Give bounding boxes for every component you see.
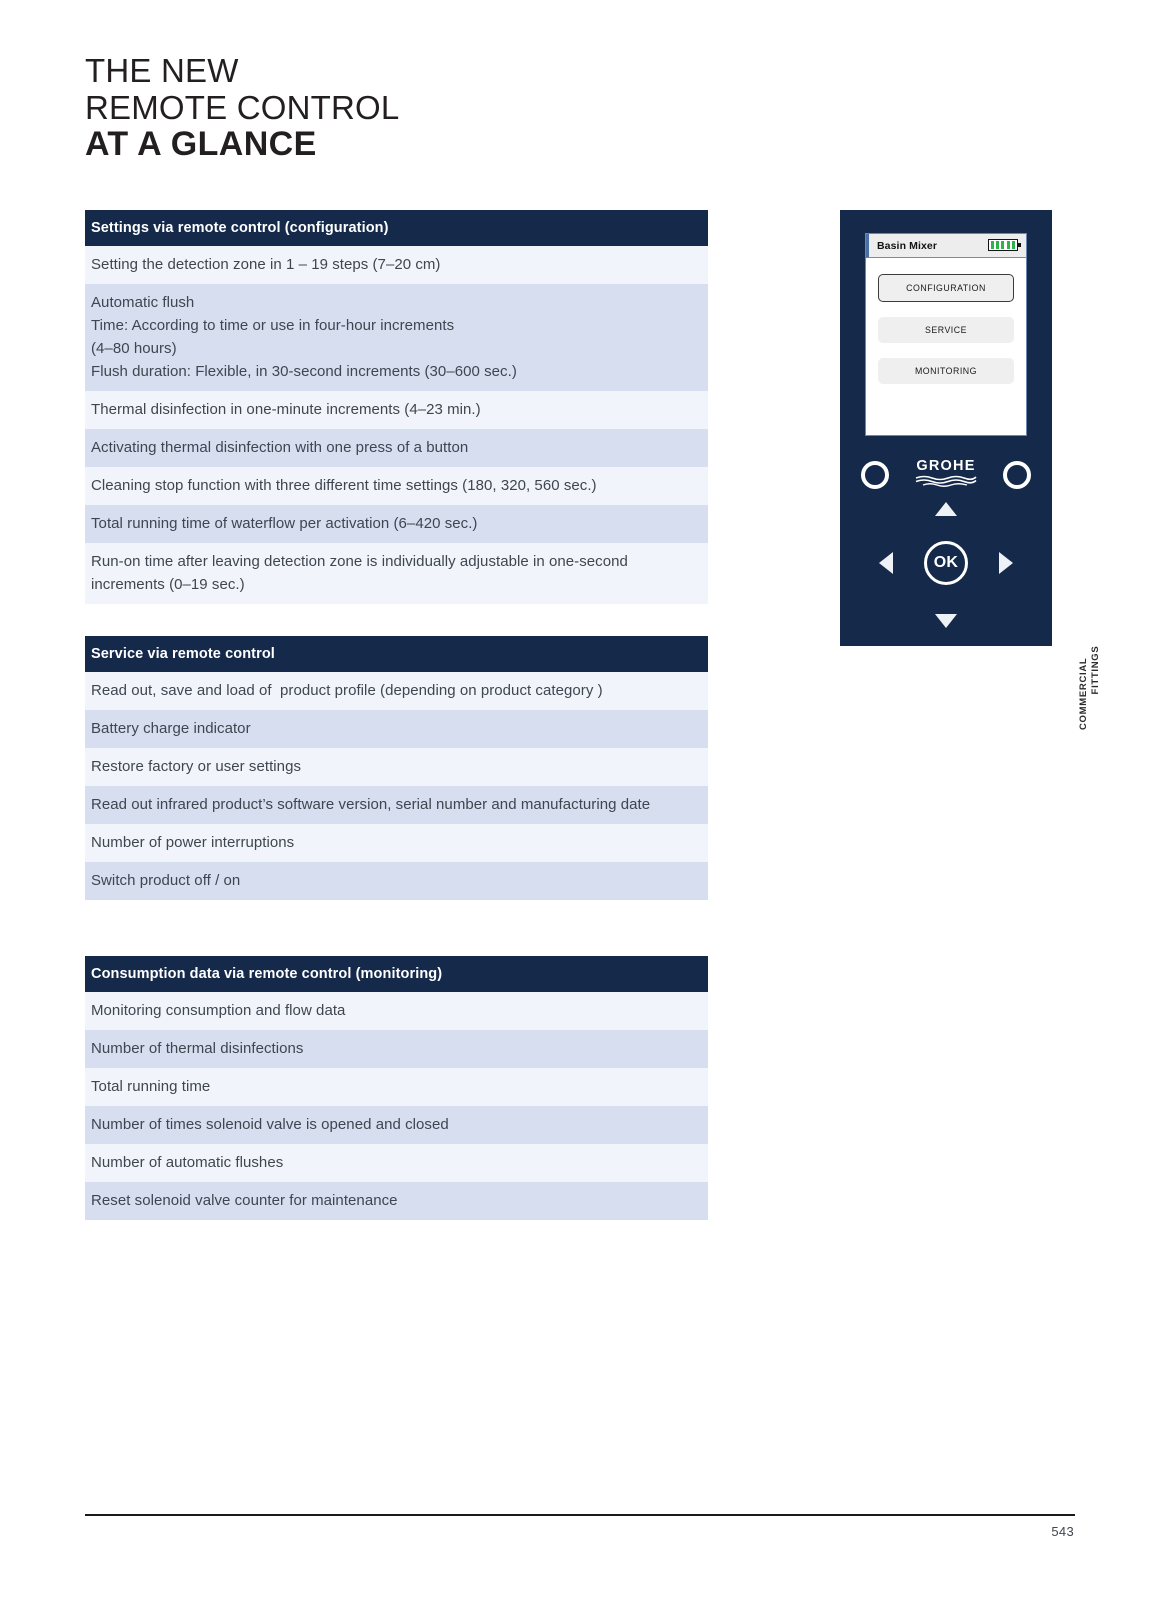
table-cell-text: Thermal disinfection in one-minute increments (4–23 min.) <box>91 401 481 418</box>
table-cell-text: Restore factory or user settings <box>91 758 302 775</box>
table-cell-text: Time: According to time or use in four-hour increments <box>91 317 455 334</box>
device-soft-button-row <box>840 455 1052 495</box>
table-row <box>85 862 708 900</box>
ok-button[interactable]: OK <box>924 541 968 585</box>
battery-bar <box>1012 241 1015 249</box>
table-row <box>85 748 708 786</box>
table-cell-text: Battery charge indicator <box>91 720 251 737</box>
page-number: 543 <box>1051 1524 1074 1539</box>
page-title-line-2: REMOTE CONTROL <box>85 89 400 126</box>
table-cell-text: Read out, save and load of product profile (depending on product category ) <box>91 682 603 699</box>
table-cell-text: Number of times solenoid valve is opened and closed <box>91 1116 449 1133</box>
device-screen <box>865 233 1027 436</box>
battery-full-icon <box>988 239 1018 251</box>
table-cell-text: Read out infrared product’s software version, serial number and manufacturing date <box>91 796 651 813</box>
table-monitoring <box>85 956 708 1220</box>
table-header-service: Service via remote control <box>85 636 708 672</box>
section-side-label-line-1: COMMERCIAL <box>1078 657 1089 730</box>
table-row <box>85 1144 708 1182</box>
table-cell-text: Switch product off / on <box>91 872 241 889</box>
left-soft-button[interactable] <box>861 461 889 489</box>
table-cell-text: Total running time of waterflow per activation (6–420 sec.) <box>91 515 478 532</box>
table-cell-text: Run-on time after leaving detection zone is individually adjustable in one-second increments (0–19 sec.) <box>91 553 633 593</box>
table-row <box>85 1068 708 1106</box>
table-row <box>85 246 708 284</box>
table-row <box>85 429 708 467</box>
table-row <box>85 710 708 748</box>
table-cell-text: Total running time <box>91 1078 211 1095</box>
grohe-waves-icon <box>915 475 977 487</box>
left-arrow-icon[interactable] <box>879 552 893 574</box>
table-cell-text: Number of thermal disinfections <box>91 1040 304 1057</box>
device-menu-list <box>866 258 1026 384</box>
table-service <box>85 636 708 900</box>
table-row <box>85 1182 708 1220</box>
table-cell-text: Number of automatic flushes <box>91 1154 284 1171</box>
right-soft-button[interactable] <box>1003 461 1031 489</box>
table-cell-text: Setting the detection zone in 1 – 19 steps (7–20 cm) <box>91 256 441 273</box>
device-menu-service[interactable]: SERVICE <box>878 317 1014 343</box>
table-cell-text: Reset solenoid valve counter for maintenance <box>91 1192 398 1209</box>
page-title-line-3: AT A GLANCE <box>85 125 317 163</box>
battery-bar <box>1001 241 1004 249</box>
table-row <box>85 284 708 391</box>
table-row <box>85 505 708 543</box>
table-header-monitoring: Consumption data via remote control (monitoring) <box>85 956 708 992</box>
table-row <box>85 824 708 862</box>
directional-pad <box>871 498 1021 628</box>
table-row <box>85 992 708 1030</box>
page-title-line-1: THE NEW <box>85 52 239 89</box>
page-title <box>85 52 785 163</box>
screen-title: Basin Mixer <box>877 239 938 252</box>
section-side-label <box>1078 610 1102 730</box>
table-cell-text: Activating thermal disinfection with one press of a button <box>91 439 469 456</box>
grohe-logo <box>903 459 989 487</box>
device-menu-monitoring[interactable]: MONITORING <box>878 358 1014 384</box>
table-row <box>85 543 708 604</box>
screen-titlebar <box>866 234 1026 258</box>
table-header-settings: Settings via remote control (configuration) <box>85 210 708 246</box>
table-row <box>85 391 708 429</box>
table-cell-text: Number of power interruptions <box>91 834 295 851</box>
table-row <box>85 1106 708 1144</box>
grohe-wordmark: GROHE <box>916 458 976 474</box>
section-side-label-line-2: FITTINGS <box>1090 645 1101 695</box>
table-row <box>85 1030 708 1068</box>
table-cell-text: Cleaning stop function with three different time settings (180, 320, 560 sec.) <box>91 477 597 494</box>
table-cell-text: Automatic flush <box>91 294 195 311</box>
down-arrow-icon[interactable] <box>935 614 957 628</box>
table-row <box>85 786 708 824</box>
footer-divider <box>85 1514 1075 1516</box>
table-cell-text: Flush duration: Flexible, in 30-second increments (30–600 sec.) <box>91 363 517 380</box>
up-arrow-icon[interactable] <box>935 502 957 516</box>
table-cell-text: Monitoring consumption and flow data <box>91 1002 346 1019</box>
battery-bar <box>1007 241 1010 249</box>
table-row <box>85 672 708 710</box>
table-row <box>85 467 708 505</box>
right-arrow-icon[interactable] <box>999 552 1013 574</box>
table-cell-text: (4–80 hours) <box>91 340 177 357</box>
table-settings <box>85 210 708 604</box>
remote-control-device <box>840 210 1052 646</box>
device-menu-configuration[interactable]: CONFIGURATION <box>878 274 1014 302</box>
battery-bar <box>991 241 994 249</box>
battery-bar <box>996 241 999 249</box>
